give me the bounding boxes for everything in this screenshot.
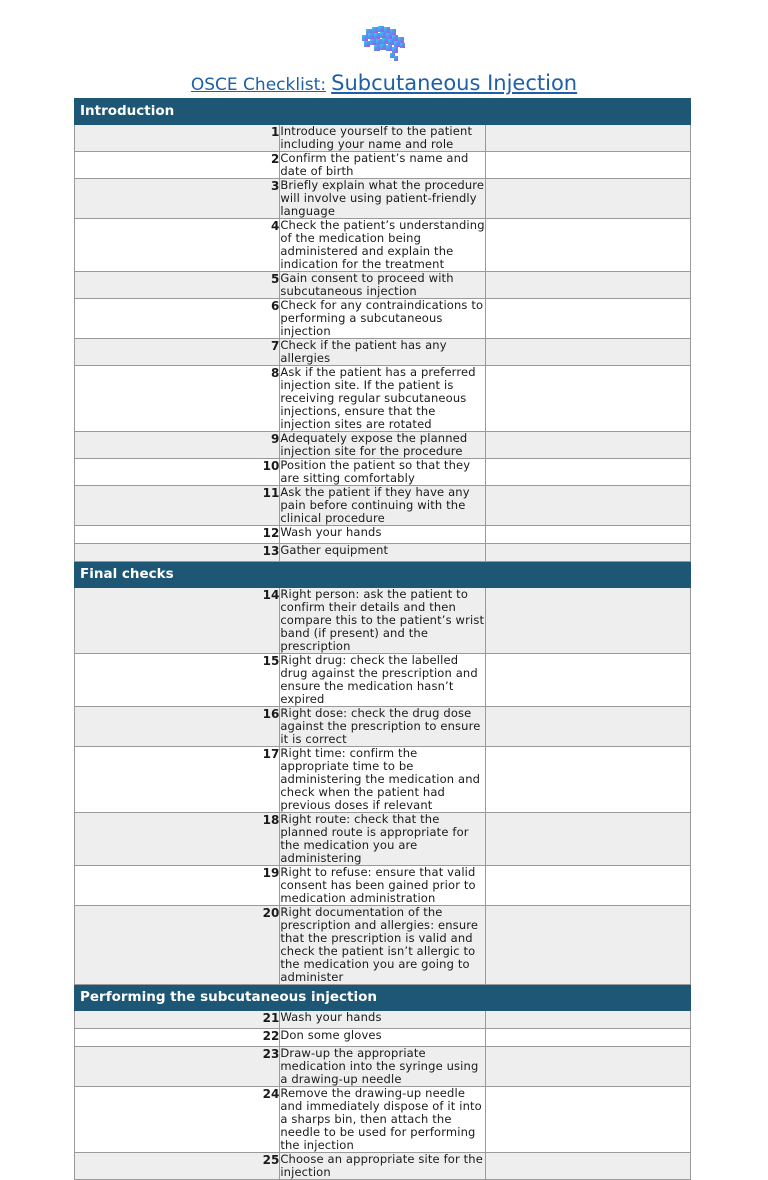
item-number: 5 [75,272,280,299]
checklist-row [75,1011,691,1029]
item-text: Briefly explain what the procedure will involve using patient-friendly language [280,178,485,218]
title-main: Subcutaneous Injection [331,71,578,95]
item-number: 16 [75,707,280,747]
item-text: Right time: confirm the appropriate time to be administering the medication and check when the patient had previous doses if relevant [280,747,485,813]
checklist-table [74,98,691,1180]
item-number: 6 [75,299,280,339]
item-text: Right documentation of the prescription and allergies: ensure that the prescription is valid and check the patient isn’t allergic to the medication you are going to administer [280,906,485,985]
checklist-row [75,432,691,459]
item-text: Choose an appropriate site for the injection [280,1153,485,1180]
section-title: Performing the subcutaneous injection [75,985,691,1011]
item-checkbox[interactable] [485,272,690,299]
item-checkbox[interactable] [485,906,690,985]
item-number: 4 [75,219,280,272]
item-text: Right dose: check the drug dose against the prescription to ensure it is correct [280,707,485,747]
item-number: 22 [75,1029,280,1047]
checklist-row [75,1029,691,1047]
item-checkbox[interactable] [485,486,690,526]
item-text: Check for any contraindications to performing a subcutaneous injection [280,298,484,338]
section-header [75,99,691,125]
checklist-row [75,339,691,366]
checklist-row [75,1087,691,1153]
item-number: 19 [75,866,280,906]
item-number: 18 [75,813,280,866]
checklist-row [75,544,691,562]
item-text: Draw-up the appropriate medication into the syringe using a drawing-up needle [280,1047,485,1087]
item-checkbox[interactable] [485,654,690,707]
item-checkbox[interactable] [485,299,690,339]
item-number: 10 [75,459,280,486]
item-text: Check the patient’s understanding of the medication being administered and explain the indication for the treatment [280,218,485,271]
checklist-row [75,1153,691,1180]
item-text: Ask the patient if they have any pain before continuing with the clinical procedure [280,486,485,526]
item-checkbox[interactable] [485,459,690,486]
item-checkbox[interactable] [485,366,690,432]
item-text: Ask if the patient has a preferred injection site. If the patient is receiving regular subcutaneous injections, ensure that the injection sites are rotated [280,366,485,432]
checklist-row [75,152,691,179]
item-text: Introduce yourself to the patient including your name and role [280,125,485,152]
item-number: 11 [75,486,280,526]
item-checkbox[interactable] [485,219,690,272]
item-checkbox[interactable] [485,1047,690,1087]
item-checkbox[interactable] [485,1029,690,1047]
checklist-row [75,1047,691,1087]
checklist-row [75,707,691,747]
brain-logo-icon [360,25,408,65]
checklist-row [75,486,691,526]
item-number: 14 [75,588,280,654]
item-text: Confirm the patient’s name and date of birth [280,152,485,179]
item-number: 9 [75,432,280,459]
item-text: Adequately expose the planned injection site for the procedure [280,432,485,459]
item-text: Remove the drawing-up needle and immediately dispose of it into a sharps bin, then attach the needle to be used for performing the injection [280,1087,485,1153]
item-text: Right route: check that the planned route is appropriate for the medication you are administering [280,813,485,866]
section-header [75,985,691,1011]
section-title: Final checks [75,562,691,588]
item-checkbox[interactable] [485,339,690,366]
item-checkbox[interactable] [485,866,690,906]
item-checkbox[interactable] [485,544,690,562]
checklist-row [75,588,691,654]
item-checkbox[interactable] [485,152,690,179]
item-text: Don some gloves [280,1029,485,1047]
item-number: 25 [75,1153,280,1180]
item-text: Wash your hands [280,1011,485,1029]
item-checkbox[interactable] [485,125,690,152]
item-text: Right to refuse: ensure that valid consent has been gained prior to medication administration [280,866,485,906]
checklist-row [75,179,691,219]
item-text: Right drug: check the labelled drug against the prescription and ensure the medication hasn’t expired [280,654,485,707]
section-title: Introduction [75,99,691,125]
item-text: Gather equipment [280,544,485,562]
checklist-row [75,866,691,906]
section-header [75,562,691,588]
item-number: 12 [75,526,280,544]
item-checkbox[interactable] [485,179,690,219]
item-number: 20 [75,906,280,985]
checklist-row [75,272,691,299]
checklist-row [75,654,691,707]
item-number: 17 [75,747,280,813]
item-checkbox[interactable] [485,526,690,544]
item-number: 1 [75,125,280,152]
item-text: Check if the patient has any allergies [280,339,485,366]
checklist-row [75,906,691,985]
item-checkbox[interactable] [485,747,690,813]
item-checkbox[interactable] [485,1153,690,1180]
item-number: 21 [75,1011,280,1029]
item-checkbox[interactable] [485,707,690,747]
item-checkbox[interactable] [485,1011,690,1029]
checklist-row [75,299,691,339]
page-title [0,68,768,100]
item-number: 13 [75,544,280,562]
checklist-row [75,219,691,272]
item-checkbox[interactable] [485,813,690,866]
checklist-row [75,366,691,432]
item-number: 2 [75,152,280,179]
item-number: 3 [75,179,280,219]
checklist-row [75,747,691,813]
item-text: Wash your hands [280,526,485,544]
checklist-row [75,813,691,866]
item-checkbox[interactable] [485,432,690,459]
checklist-row [75,526,691,544]
item-number: 23 [75,1047,280,1087]
item-number: 15 [75,654,280,707]
item-number: 8 [75,366,280,432]
item-number: 7 [75,339,280,366]
item-text: Right person: ask the patient to confirm their details and then compare this to the patient’s wrist band (if present) and the prescription [280,587,485,653]
checklist-row [75,125,691,152]
checklist-row [75,459,691,486]
item-text: Gain consent to proceed with subcutaneous injection [280,272,485,299]
item-checkbox[interactable] [485,588,690,654]
item-text: Position the patient so that they are sitting comfortably [280,459,485,486]
item-checkbox[interactable] [485,1087,690,1153]
title-prefix: OSCE Checklist: [190,75,327,95]
item-number: 24 [75,1087,280,1153]
